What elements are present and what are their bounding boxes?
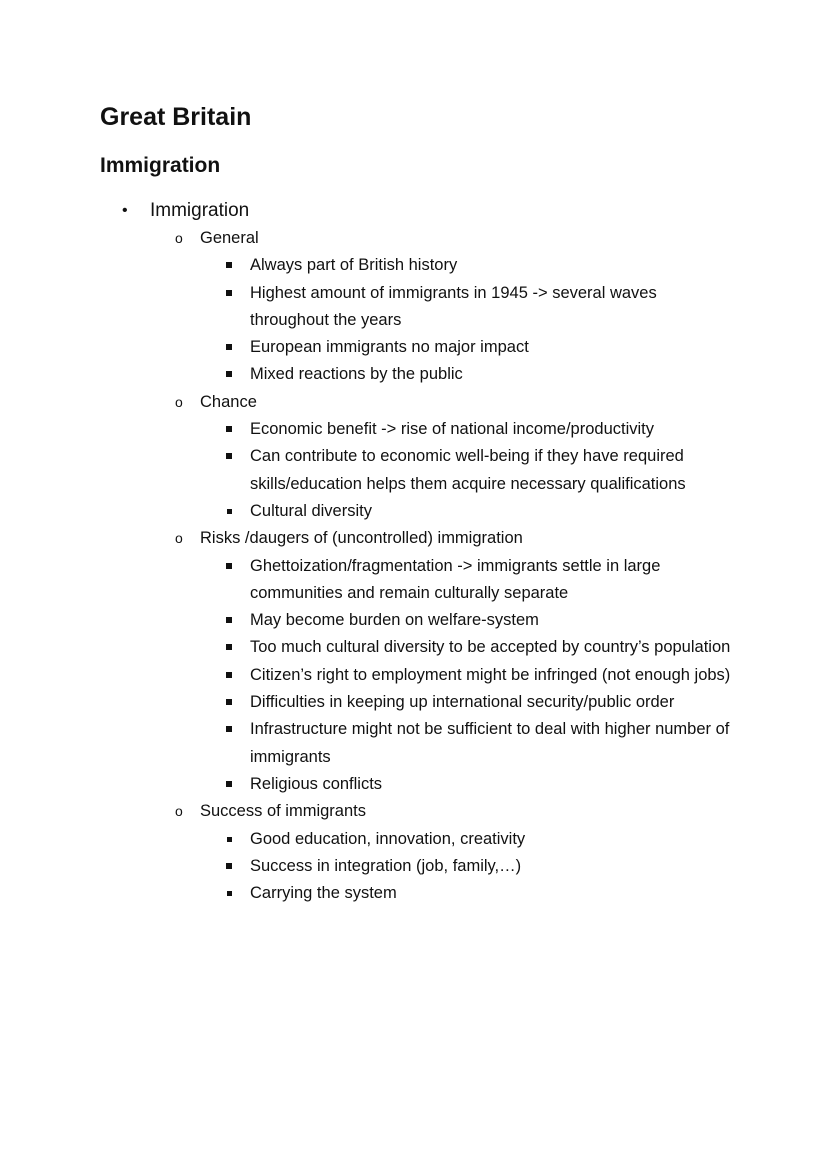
square-bullet-icon xyxy=(227,891,232,896)
list-item: Ghettoization/fragmentation -> immigrants settle in large communities and remain culturally separate xyxy=(250,553,740,608)
list-item: Economic benefit -> rise of national income/productivity xyxy=(250,416,740,443)
list-item: Success in integration (job, family,…) xyxy=(250,853,740,880)
list-item: Religious conflicts xyxy=(250,771,740,798)
subtopic-label: Chance xyxy=(200,392,257,411)
square-bullet-icon xyxy=(226,726,232,732)
point-list xyxy=(250,553,740,799)
list-item: Carrying the system xyxy=(250,880,740,907)
outline-list xyxy=(122,197,750,907)
list-item: European immigrants no major impact xyxy=(250,334,740,361)
subtopic-chance xyxy=(175,389,750,525)
square-bullet-icon xyxy=(226,644,232,650)
square-bullet-icon xyxy=(226,863,232,869)
outline-item-label: Immigration xyxy=(150,200,250,221)
subtopic-list xyxy=(175,225,750,907)
square-bullet-icon xyxy=(226,617,232,623)
square-bullet-icon xyxy=(226,344,232,350)
list-item: Cultural diversity xyxy=(250,498,740,525)
square-bullet-icon xyxy=(226,781,232,787)
subtopic-label: Risks /daugers of (uncontrolled) immigration xyxy=(200,529,523,548)
square-bullet-icon xyxy=(226,262,232,268)
hollow-circle-bullet-icon: o xyxy=(175,230,183,246)
square-bullet-icon xyxy=(227,509,232,514)
section-heading: Immigration xyxy=(100,154,221,177)
list-item: Too much cultural diversity to be accepted by country’s population xyxy=(250,634,740,661)
square-bullet-icon xyxy=(226,699,232,705)
list-item: Infrastructure might not be sufficient to deal with higher number of immigrants xyxy=(250,716,740,771)
list-item: Mixed reactions by the public xyxy=(250,361,740,388)
point-list xyxy=(250,826,740,908)
list-item: Highest amount of immigrants in 1945 -> several waves throughout the years xyxy=(250,280,740,335)
square-bullet-icon xyxy=(226,453,232,459)
list-item: May become burden on welfare-system xyxy=(250,607,740,634)
square-bullet-icon xyxy=(226,426,232,432)
list-item: Good education, innovation, creativity xyxy=(250,826,740,853)
subtopic-success xyxy=(175,798,750,907)
point-list xyxy=(250,252,740,388)
square-bullet-icon xyxy=(226,290,232,296)
hollow-circle-bullet-icon: o xyxy=(175,393,183,410)
list-item: Always part of British history xyxy=(250,252,740,279)
subtopic-risks xyxy=(175,525,750,798)
subtopic-general xyxy=(175,225,750,389)
square-bullet-icon xyxy=(227,837,232,842)
subtopic-label: General xyxy=(200,229,259,247)
page-title: Great Britain xyxy=(100,103,252,131)
list-item: Can contribute to economic well-being if they have required skills/education helps them acquire necessary qualifications xyxy=(250,443,740,498)
subtopic-label: Success of immigrants xyxy=(200,802,366,821)
outline-item-immigration xyxy=(122,197,750,907)
list-item: Citizen’s right to employment might be infringed (not enough jobs) xyxy=(250,662,740,689)
list-item: Difficulties in keeping up international security/public order xyxy=(250,689,740,716)
square-bullet-icon xyxy=(226,563,232,569)
hollow-circle-bullet-icon: o xyxy=(175,803,183,820)
square-bullet-icon xyxy=(226,672,232,678)
round-bullet-icon: • xyxy=(122,202,128,219)
point-list xyxy=(250,416,740,525)
square-bullet-icon xyxy=(226,371,232,377)
hollow-circle-bullet-icon: o xyxy=(175,530,183,547)
